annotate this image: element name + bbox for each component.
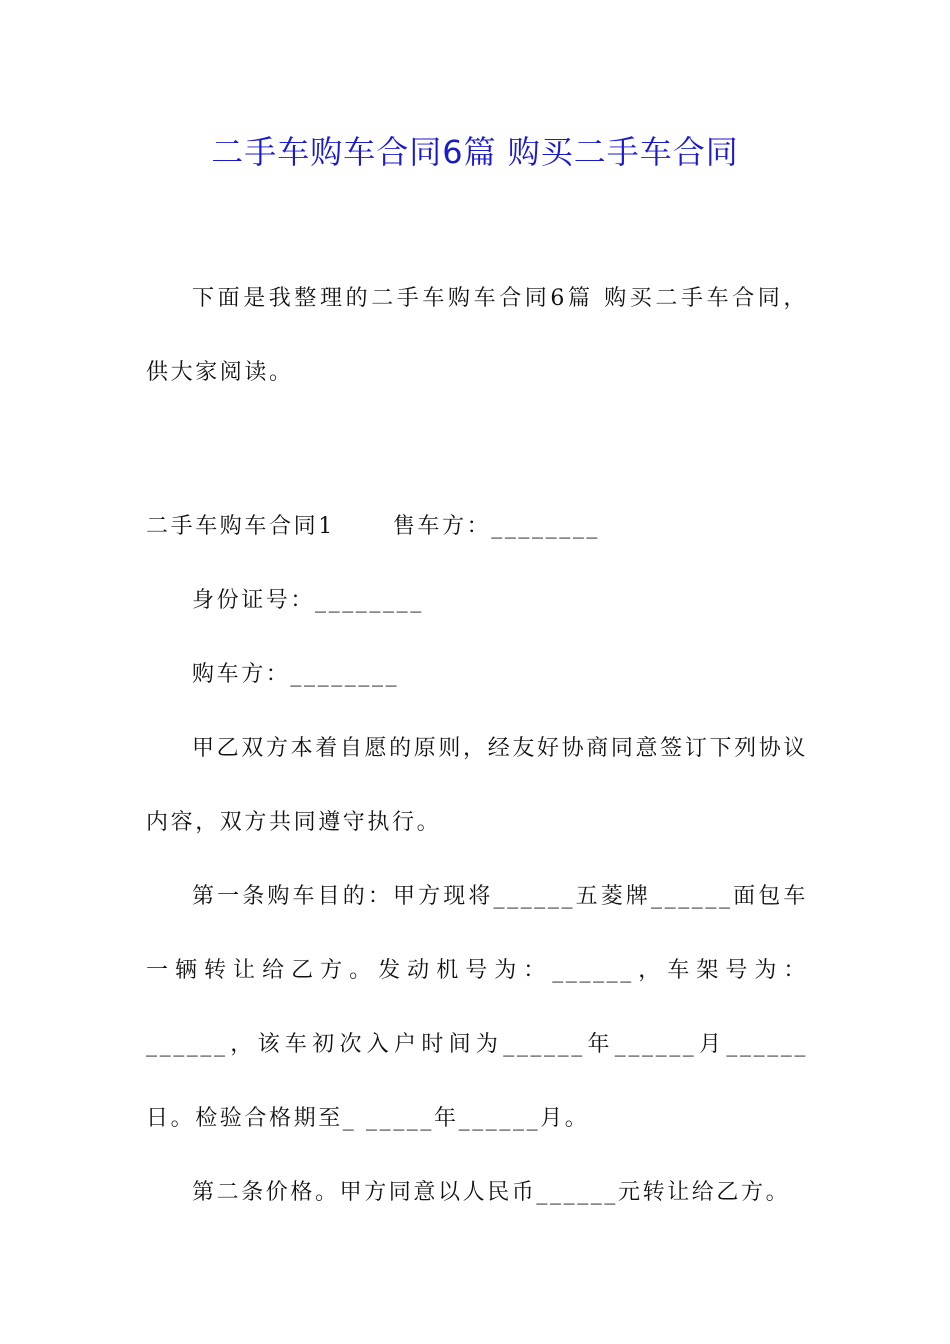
clause-2-paragraph: 第二条价格。甲方同意以人民币______元转让给乙方。 <box>192 1180 791 1205</box>
contract-heading-line <box>146 490 808 564</box>
document-body <box>146 262 808 1230</box>
id-number-line: 身份证号：________ <box>192 588 424 613</box>
clause-intro-paragraph: 甲乙双方本着自愿的原则，经友好协商同意签订下列协议内容，双方共同遵守执行。 <box>146 736 808 835</box>
section-gap <box>146 410 808 490</box>
seller-line: 售车方：________ <box>392 514 601 539</box>
clause-1-paragraph: 第一条购车目的：甲方现将______五菱牌______面包车一辆转让给乙方。发动机号为：______，车架号为：______，该车初次入户时间为______年______月______日。检验合格期至_ _____年______月。 <box>146 884 808 1131</box>
contract-heading: 二手车购车合同1 <box>146 514 335 539</box>
buyer-line: 购车方：________ <box>192 662 400 687</box>
intro-paragraph: 下面是我整理的二手车购车合同6篇 购买二手车合同，供大家阅读。 <box>146 286 808 385</box>
document-title: 二手车购车合同6篇 购买二手车合同 <box>211 133 739 171</box>
